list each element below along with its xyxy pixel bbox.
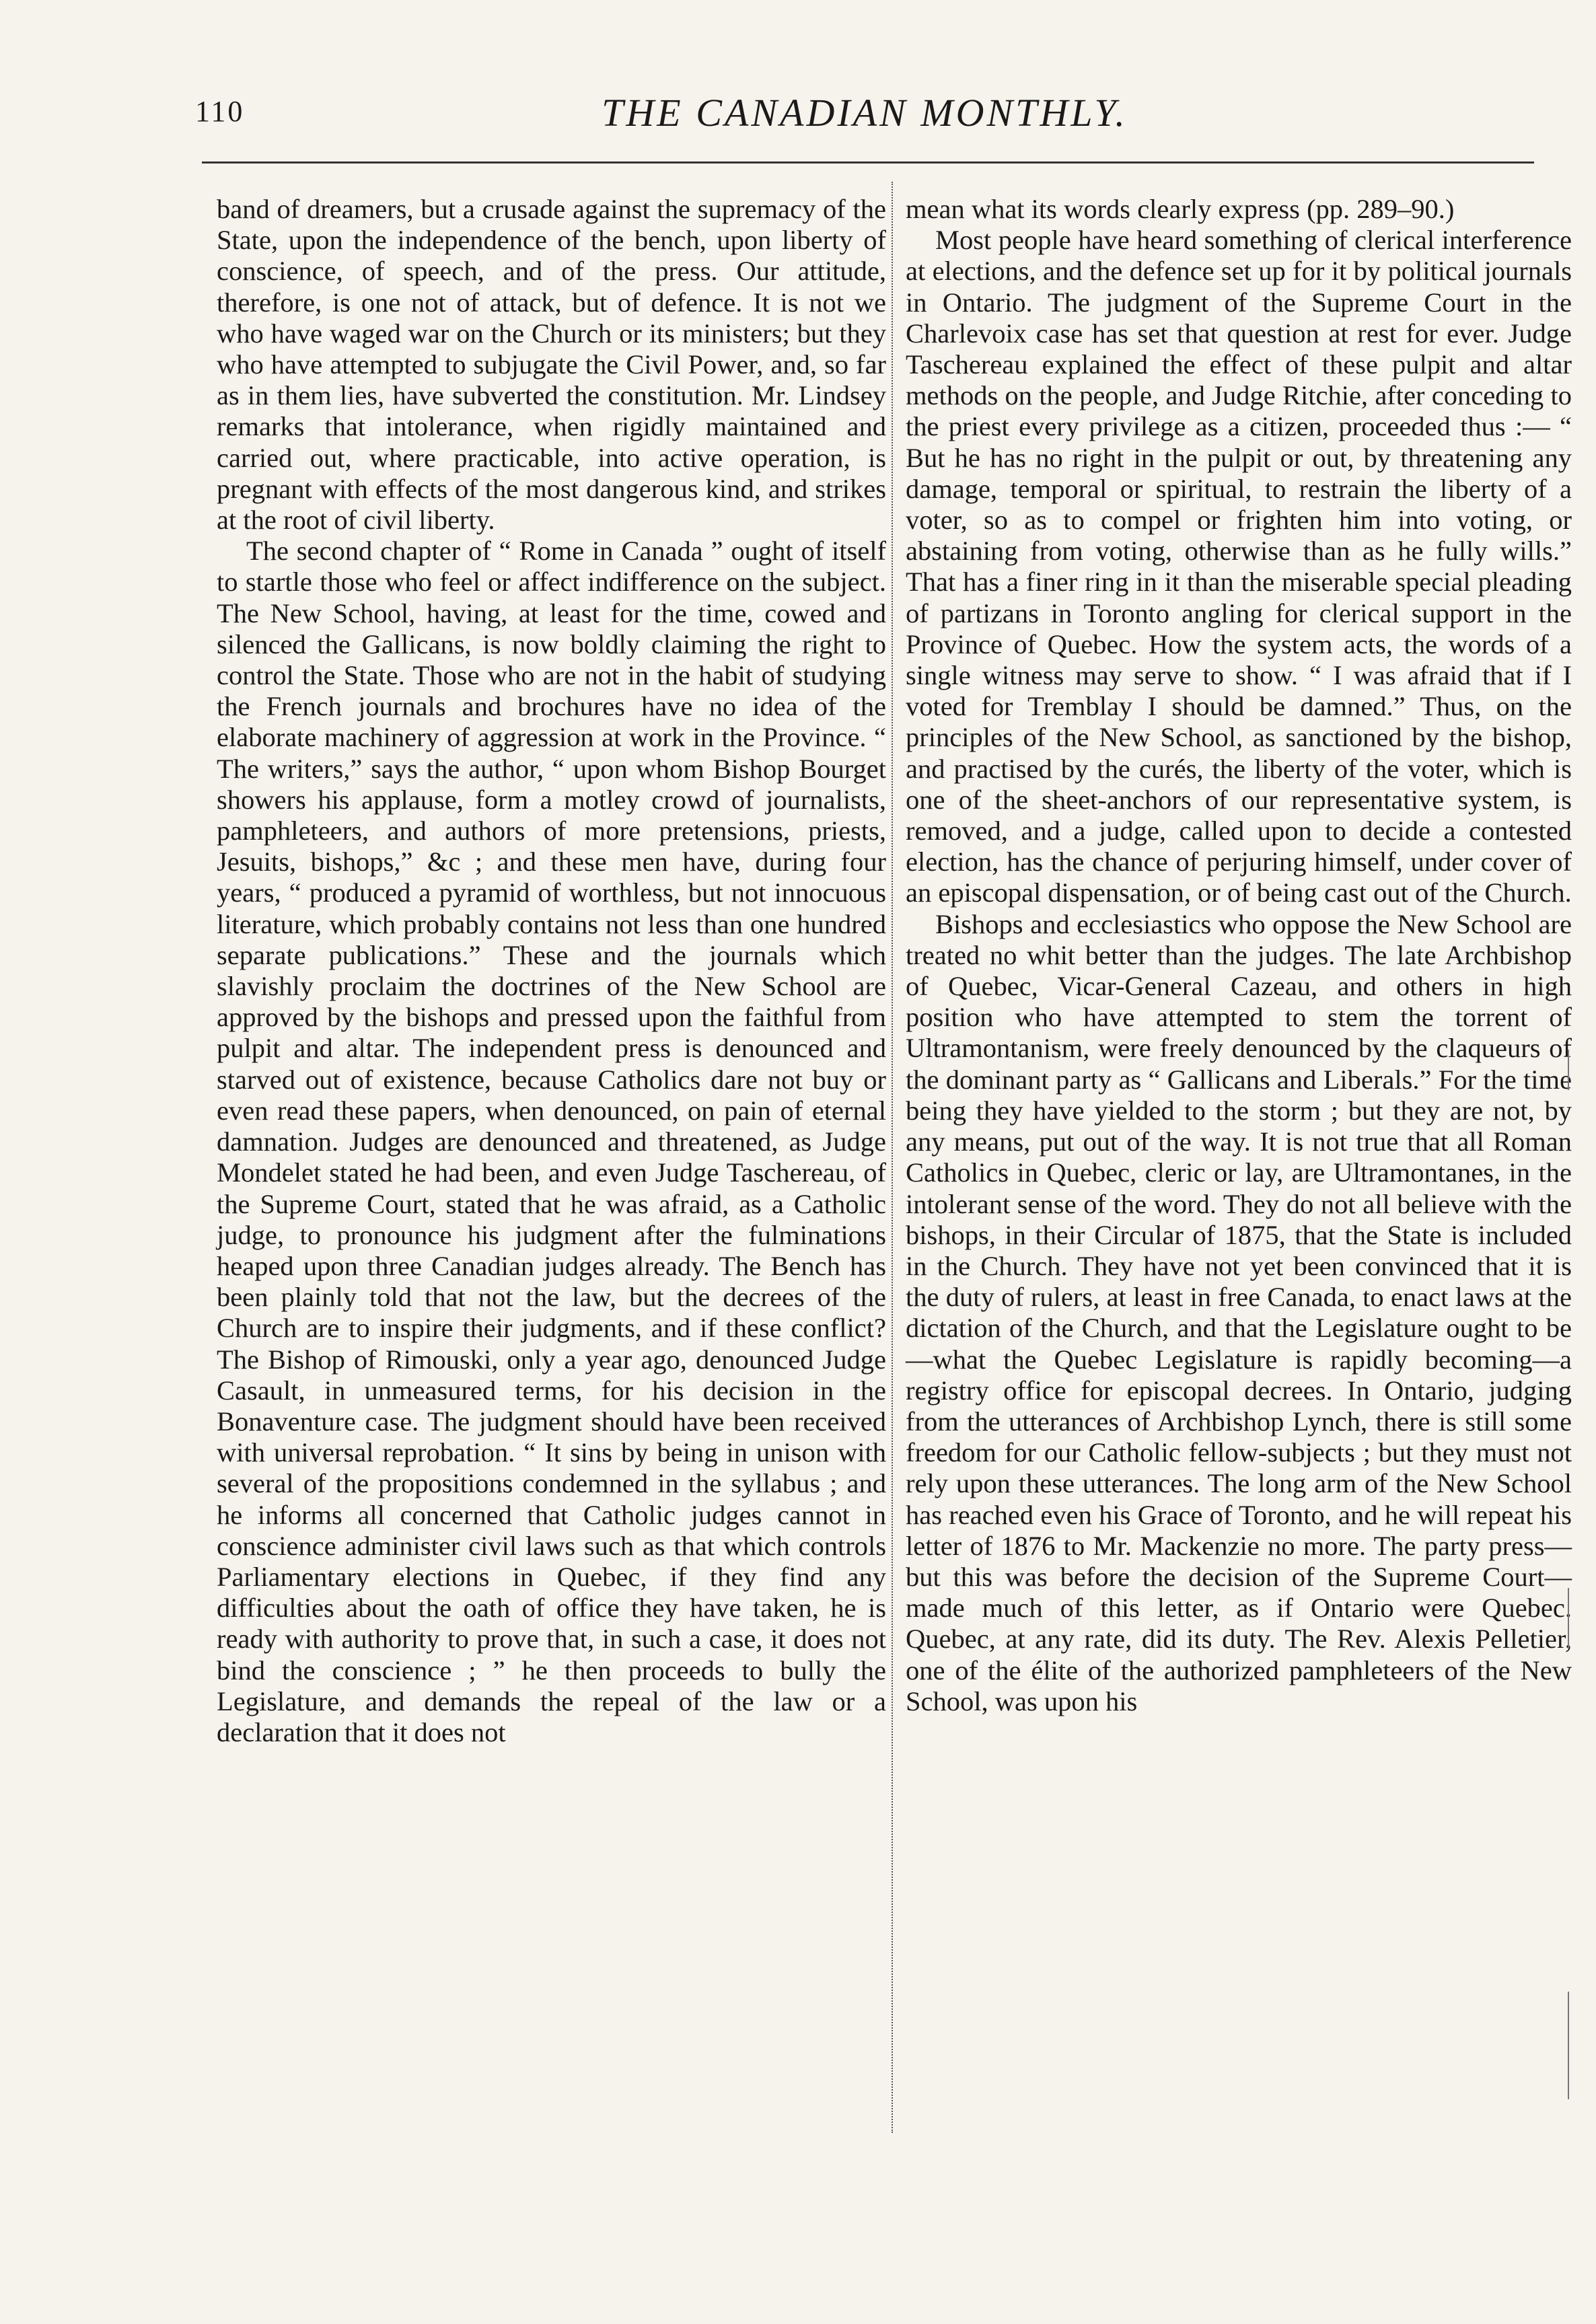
paragraph: Bishops and ecclesiastics who oppose the New School are treated no whit better than the judges. The late Archbishop of Quebec, Vicar-General Cazeau, and others in high position who have attempted to stem the torrent of Ultramontanism, were freely denounced by the claqueurs of the dominant party as “ Gallicans and Liberals.” For the time being they have yielded to the storm ; but they are not, by any means, put out of the way. It is not true that all Roman Catholics in Quebec, cleric or lay, are Ultramontanes, in the intolerant sense of the word. They do not all believe with the bishops, in their Circular of 1875, that the State is included in the Church. They have not yet been convinced that it is the duty of rulers, at least in free Canada, to enact laws at the dictation of the Church, and that the Legislature ought to be—what the Quebec Legislature is rapidly becoming—a registry office for episcopal decrees. In Ontario, judging from the utterances of Archbishop Lynch, there is still some freedom for our Catholic fellow-subjects ; but they must not rely upon these utterances. The long arm of the New School has reached even his Grace of Toronto, and he will repeat his letter of 1876 to Mr. Mackenzie no more. The party press—but this was before the decision of the Supreme Court—made much of this letter, as if Ontario were Quebec. Quebec, at any rate, did its duty. The Rev. Alexis Pelletier, one of the élite of the authorized pamphleteers of the New School, was upon his	[906, 908, 1572, 1716]
paragraph: mean what its words clearly express (pp. 289–90.)	[906, 194, 1455, 224]
column-divider	[892, 182, 893, 2133]
paragraph: band of dreamers, but a crusade against the supremacy of the State, upon the independence of the bench, upon liberty of conscience, of speech, and of the press. Our attitude, therefore, is one not of attack, but of defence. It is not we who have waged war on the Church or its ministers; but they who have attempted to subjugate the Civil Power, and, so far as in them lies, have subverted the constitution. Mr. Lindsey remarks that intolerance, when rigidly maintained and carried out, where practicable, into active operation, is pregnant with effects of the most dangerous kind, and strikes at the root of civil liberty.	[217, 194, 886, 536]
left-column	[217, 194, 886, 1748]
right-column	[906, 194, 1572, 1717]
running-title: THE CANADIAN MONTHLY.	[602, 91, 1128, 135]
header-rule	[202, 161, 1534, 164]
paragraph: Most people have heard something of clerical interference at elections, and the defence set up for it by political journals in Ontario. The judgment of the Supreme Court in the Charlevoix case has set that question at rest for ever. Judge Taschereau explained the effect of these pulpit and altar methods on the people, and Judge Ritchie, after conceding to the priest every privilege as a citizen, proceeded thus :— “ But he has no right in the pulpit or out, by threatening any damage, temporal or spiritual, to restrain the liberty of a voter, so as to compel or frighten him into voting, or abstaining from voting, otherwise than as he fully wills.” That has a finer ring in it than the miserable special pleading of partizans in Toronto angling for clerical support in the Province of Quebec. How the system acts, the words of a single witness may serve to show. “ I was afraid that if I voted for Tremblay I should be damned.” Thus, on the principles of the New School, as sanctioned by the bishop, and practised by the curés, the liberty of the voter, which is one of the sheet-anchors of our representative system, is removed, and a judge, called upon to decide a contested election, has the chance of perjuring himself, under cover of an episcopal dispensation, or of being cast out of the Church.	[906, 225, 1572, 908]
paragraph: The second chapter of “ Rome in Canada ” ought of itself to startle those who feel or affect indifference on the subject. The New School, having, at least for the time, cowed and silenced the Gallicans, is now boldly claiming the right to control the State. Those who are not in the habit of studying the French journals and brochures have no idea of the elaborate machinery of aggression at work in the Province. “ The writers,” says the author, “ upon whom Bishop Bourget showers his applause, form a motley crowd of journalists, pamphleteers, and authors of more pretensions, priests, Jesuits, bishops,” &c ; and these men have, during four years, “ produced a pyramid of worthless, but not innocuous literature, which probably contains not less than one hundred separate publications.” These and the journals which slavishly proclaim the doctrines of the New School are approved by the bishops and pressed upon the faithful from pulpit and altar. The independent press is denounced and starved out of existence, because Catholics dare not buy or even read these papers, when denounced, on pain of eternal damnation. Judges are denounced and threatened, as Judge Mondelet stated he had been, and even Judge Taschereau, of the Supreme Court, stated that he was afraid, as a Catholic judge, to pronounce his judgment after the fulminations heaped upon three Canadian judges already. The Bench has been plainly told that not the law, but the decrees of the Church are to inspire their judgments, and if these conflict? The Bishop of Rimouski, only a year ago, denounced Judge Casault, in unmeasured terms, for his decision in the Bonaventure case. The judgment should have been received with universal reprobation. “ It sins by being in unison with several of the propositions condemned in the syllabus ; and he informs all concerned that Catholic judges cannot in conscience administer civil laws such as that which controls Parliamentary elections in Quebec, if they find any difficulties about the oath of office they have taken, he is ready with authority to prove that, in such a case, it does not bind the conscience ; ” he then proceeds to bully the Legislature, and demands the repeal of the law or a declaration that it does not	[217, 536, 886, 1747]
margin-mark	[1568, 1050, 1569, 1090]
page-header	[195, 81, 1534, 141]
page-number: 110	[195, 95, 245, 128]
margin-mark	[1568, 1992, 1569, 2099]
margin-mark	[1568, 1588, 1569, 1648]
